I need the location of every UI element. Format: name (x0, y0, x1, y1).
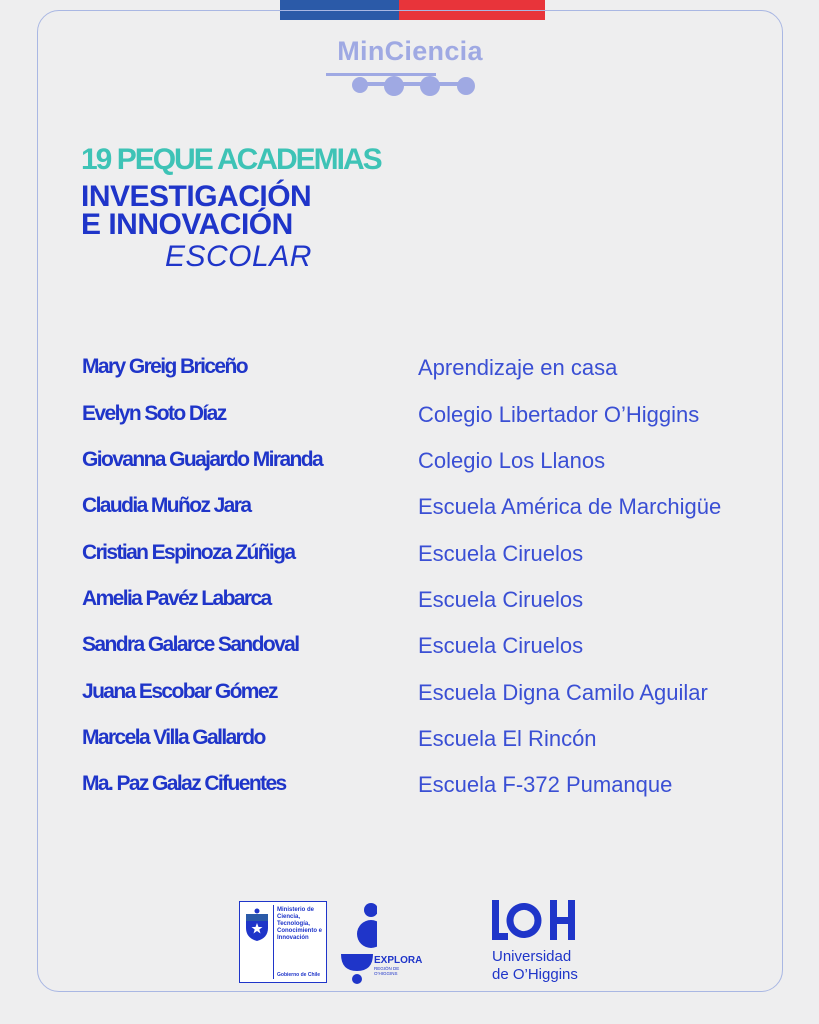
title-line-4: ESCOLAR (165, 240, 312, 273)
minciencia-brand-text: MinCiencia (337, 36, 483, 66)
ministerio-divider (273, 905, 274, 979)
participant-name: Cristian Espinoza Zúñiga (82, 541, 295, 564)
school-name: Colegio Los Llanos (418, 448, 606, 473)
list-item (0, 448, 819, 478)
title-line-3: E INNOVACIÓN (81, 208, 293, 241)
ministerio-name: Ministerio de Ciencia, Tecnología, Conocimiento e Innovación (277, 907, 323, 941)
list-item (0, 633, 819, 663)
school-name: Escuela Ciruelos (418, 587, 584, 612)
list-item (0, 541, 819, 571)
list-item (0, 355, 819, 385)
school-name: Escuela Ciruelos (418, 633, 584, 658)
participant-name: Amelia Pavéz Labarca (82, 587, 271, 610)
uoh-name-line-2: de O’Higgins (492, 966, 578, 983)
school-name: Escuela F-372 Pumanque (418, 772, 673, 797)
list-item (0, 402, 819, 432)
participant-name: Ma. Paz Galaz Cifuentes (82, 772, 286, 795)
uoh-logo (490, 898, 590, 988)
title-line-2: INVESTIGACIÓN (81, 180, 312, 213)
list-item (0, 494, 819, 524)
uoh-name-line-1: Universidad (492, 948, 572, 965)
uoh-monogram-icon (490, 898, 580, 946)
minciencia-dots-icon (348, 76, 478, 98)
explora-region: REGIÓN DE O’HIGGINS (374, 966, 400, 976)
explora-figure-icon (337, 901, 377, 985)
participant-name: Juana Escobar Gómez (82, 680, 277, 703)
school-name: Escuela América de Marchigüe (418, 494, 722, 519)
list-item (0, 587, 819, 617)
minciencia-logo (324, 36, 496, 98)
school-name: Aprendizaje en casa (418, 355, 618, 380)
list-item (0, 772, 819, 802)
school-name: Escuela El Rincón (418, 726, 597, 751)
explora-logo (337, 901, 429, 985)
participant-name: Evelyn Soto Díaz (82, 402, 226, 425)
title-count: 19 PEQUE ACADEMIAS (81, 143, 381, 176)
participant-name: Sandra Galarce Sandoval (82, 633, 299, 656)
school-name: Colegio Libertador O’Higgins (418, 402, 700, 427)
participant-name: Claudia Muñoz Jara (82, 494, 251, 517)
participant-name: Marcela Villa Gallardo (82, 726, 265, 749)
participant-name: Giovanna Guajardo Miranda (82, 448, 323, 471)
gobierno-label: Gobierno de Chile (277, 972, 321, 978)
school-name: Escuela Digna Camilo Aguilar (418, 680, 708, 705)
school-name: Escuela Ciruelos (418, 541, 584, 566)
list-item (0, 726, 819, 756)
list-item (0, 680, 819, 710)
ministerio-logo (239, 901, 327, 983)
participant-name: Mary Greig Briceño (82, 355, 247, 378)
explora-title: EXPLORA (374, 955, 423, 966)
coat-of-arms-icon (244, 908, 270, 942)
